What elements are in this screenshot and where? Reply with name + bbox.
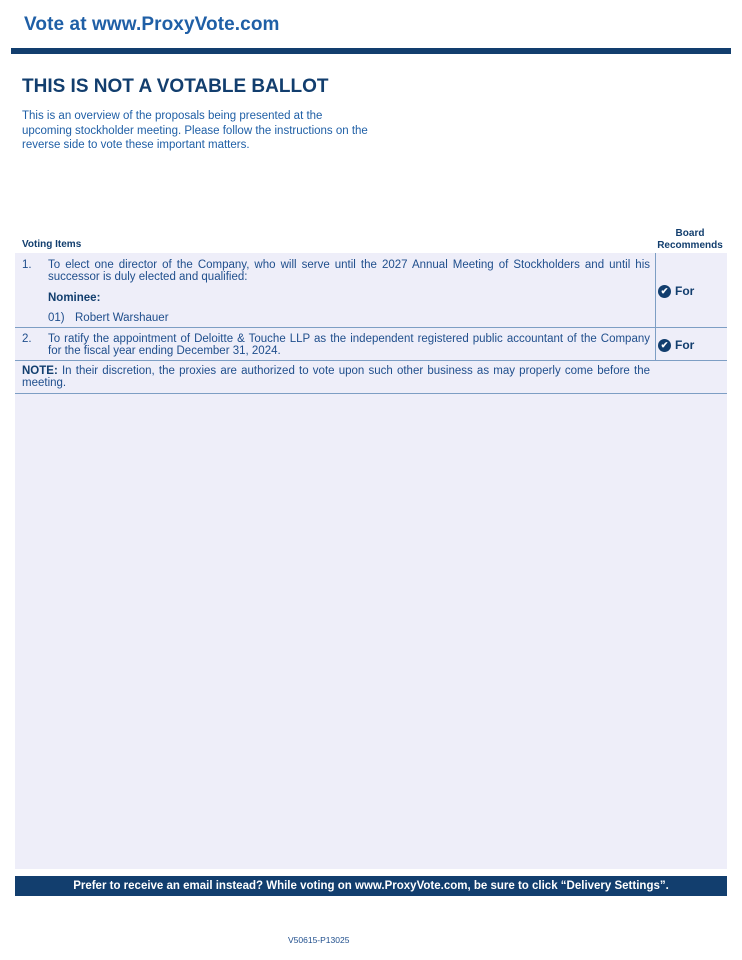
nominee-name: Robert Warshauer xyxy=(75,312,169,324)
ballot-title: THIS IS NOT A VOTABLE BALLOT xyxy=(22,76,329,97)
note-row xyxy=(15,361,727,394)
item-number: 1. xyxy=(22,259,32,271)
recommendation-label: For xyxy=(675,284,695,298)
nominee-number: 01) xyxy=(48,312,65,324)
voting-item-1 xyxy=(15,253,727,328)
board-header-line2: Recommends xyxy=(657,239,723,251)
board-recommends-header xyxy=(653,228,727,251)
item-text: To elect one director of the Company, who will serve until the 2027 Annual Meeting of Stockholders and until his successor is duly elected and qualified: xyxy=(48,259,650,283)
voting-items-header: Voting Items xyxy=(22,239,82,250)
recommendation-label: For xyxy=(675,338,695,352)
note-text xyxy=(22,365,650,389)
check-circle-icon: ✔ xyxy=(658,285,671,298)
voting-item-2 xyxy=(15,328,727,361)
note-label: NOTE: xyxy=(22,365,58,377)
footer-message: Prefer to receive an email instead? While voting on www.ProxyVote.com, be sure to click “Delivery Settings”. xyxy=(15,876,727,896)
site-header-link[interactable]: Vote at www.ProxyVote.com xyxy=(24,14,280,35)
item-number: 2. xyxy=(22,333,32,345)
recommendation xyxy=(658,338,694,352)
item-text: To ratify the appointment of Deloitte & Touche LLP as the independent registered public accountant of the Company for the fiscal year ending December 31, 2024. xyxy=(48,333,650,357)
header-rule xyxy=(11,48,731,54)
intro-text: This is an overview of the proposals being presented at the upcoming stockholder meeting. Please follow the instructions on the reverse side to vote these important matters. xyxy=(22,110,368,151)
check-circle-icon: ✔ xyxy=(658,339,671,352)
nominee-label: Nominee: xyxy=(48,292,101,304)
board-header-line1: Board xyxy=(675,228,705,239)
recommendation-column-divider xyxy=(655,253,656,361)
note-body: In their discretion, the proxies are authorized to vote upon such other business as may properly come before the meeting. xyxy=(22,365,650,389)
document-code: V50615-P13025 xyxy=(288,935,350,945)
recommendation xyxy=(658,284,694,298)
